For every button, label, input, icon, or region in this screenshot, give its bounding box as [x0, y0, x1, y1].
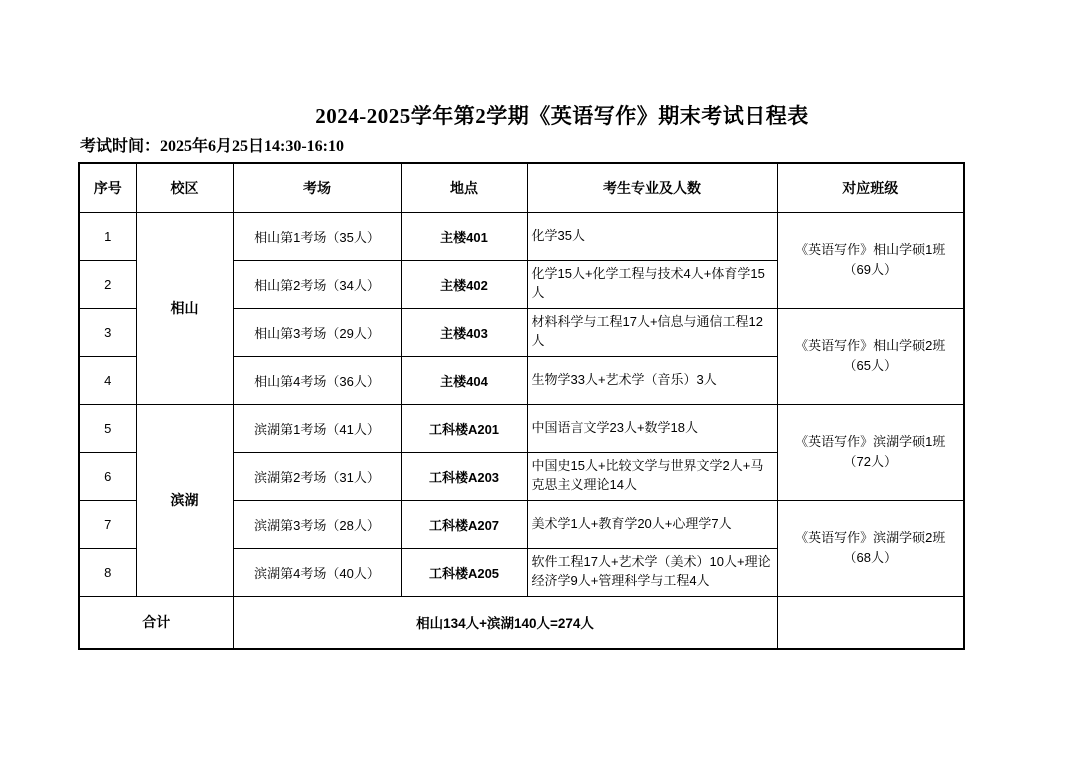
class-group-count: （69人） — [843, 262, 897, 277]
cell-majors: 材料科学与工程17人+信息与通信工程12人 — [527, 308, 777, 356]
total-class-empty-cell — [777, 596, 964, 649]
cell-class-group-4 — [777, 500, 964, 596]
class-group-count: （68人） — [843, 550, 897, 565]
cell-location: 主楼403 — [401, 308, 527, 356]
cell-class-group-3 — [777, 404, 964, 500]
cell-class-group-1 — [777, 212, 964, 308]
cell-no: 3 — [79, 308, 136, 356]
header-majors: 考生专业及人数 — [527, 163, 777, 212]
header-location: 地点 — [401, 163, 527, 212]
cell-class-group-2 — [777, 308, 964, 404]
cell-location: 工科楼A201 — [401, 404, 527, 452]
exam-schedule-table — [78, 162, 965, 650]
table-row — [79, 404, 964, 452]
cell-campus-xiangshan: 相山 — [136, 212, 233, 404]
table-header-row — [79, 163, 964, 212]
class-group-name: 《英语写作》相山学硕1班 — [795, 241, 946, 257]
cell-majors: 化学35人 — [527, 212, 777, 260]
cell-no: 8 — [79, 548, 136, 596]
header-room: 考场 — [233, 163, 401, 212]
total-label: 合计 — [79, 596, 233, 649]
class-group-name: 《英语写作》滨湖学硕2班 — [795, 529, 946, 545]
cell-location: 工科楼A203 — [401, 452, 527, 500]
cell-no: 1 — [79, 212, 136, 260]
total-value: 相山134人+滨湖140人=274人 — [233, 596, 777, 649]
cell-room: 相山第3考场（29人） — [233, 308, 401, 356]
cell-majors: 美术学1人+教育学20人+心理学7人 — [527, 500, 777, 548]
cell-no: 5 — [79, 404, 136, 452]
cell-no: 2 — [79, 260, 136, 308]
class-group-count: （72人） — [843, 454, 897, 469]
cell-majors: 化学15人+化学工程与技术4人+体育学15人 — [527, 260, 777, 308]
cell-location: 工科楼A207 — [401, 500, 527, 548]
cell-room: 滨湖第2考场（31人） — [233, 452, 401, 500]
cell-room: 相山第2考场（34人） — [233, 260, 401, 308]
header-class: 对应班级 — [777, 163, 964, 212]
header-campus: 校区 — [136, 163, 233, 212]
class-group-name: 《英语写作》滨湖学硕1班 — [795, 433, 946, 449]
cell-majors: 中国语言文学23人+数学18人 — [527, 404, 777, 452]
cell-location: 主楼401 — [401, 212, 527, 260]
cell-room: 相山第4考场（36人） — [233, 356, 401, 404]
cell-no: 7 — [79, 500, 136, 548]
cell-majors: 生物学33人+艺术学（音乐）3人 — [527, 356, 777, 404]
cell-room: 滨湖第4考场（40人） — [233, 548, 401, 596]
cell-location: 主楼404 — [401, 356, 527, 404]
header-no: 序号 — [79, 163, 136, 212]
cell-majors: 软件工程17人+艺术学（美术）10人+理论经济学9人+管理科学与工程4人 — [527, 548, 777, 596]
cell-no: 4 — [79, 356, 136, 404]
table-row — [79, 212, 964, 260]
cell-room: 滨湖第1考场（41人） — [233, 404, 401, 452]
class-group-name: 《英语写作》相山学硕2班 — [795, 337, 946, 353]
class-group-count: （65人） — [843, 358, 897, 373]
cell-majors: 中国史15人+比较文学与世界文学2人+马克思主义理论14人 — [527, 452, 777, 500]
cell-campus-binhu: 滨湖 — [136, 404, 233, 596]
cell-room: 滨湖第3考场（28人） — [233, 500, 401, 548]
table-total-row — [79, 596, 964, 649]
exam-time-label: 考试时间：2025年6月25日14:30-16:10 — [80, 138, 344, 155]
cell-location: 主楼402 — [401, 260, 527, 308]
cell-no: 6 — [79, 452, 136, 500]
page-title: 2024-2025学年第2学期《英语写作》期末考试日程表 — [315, 104, 809, 128]
cell-room: 相山第1考场（35人） — [233, 212, 401, 260]
cell-location: 工科楼A205 — [401, 548, 527, 596]
